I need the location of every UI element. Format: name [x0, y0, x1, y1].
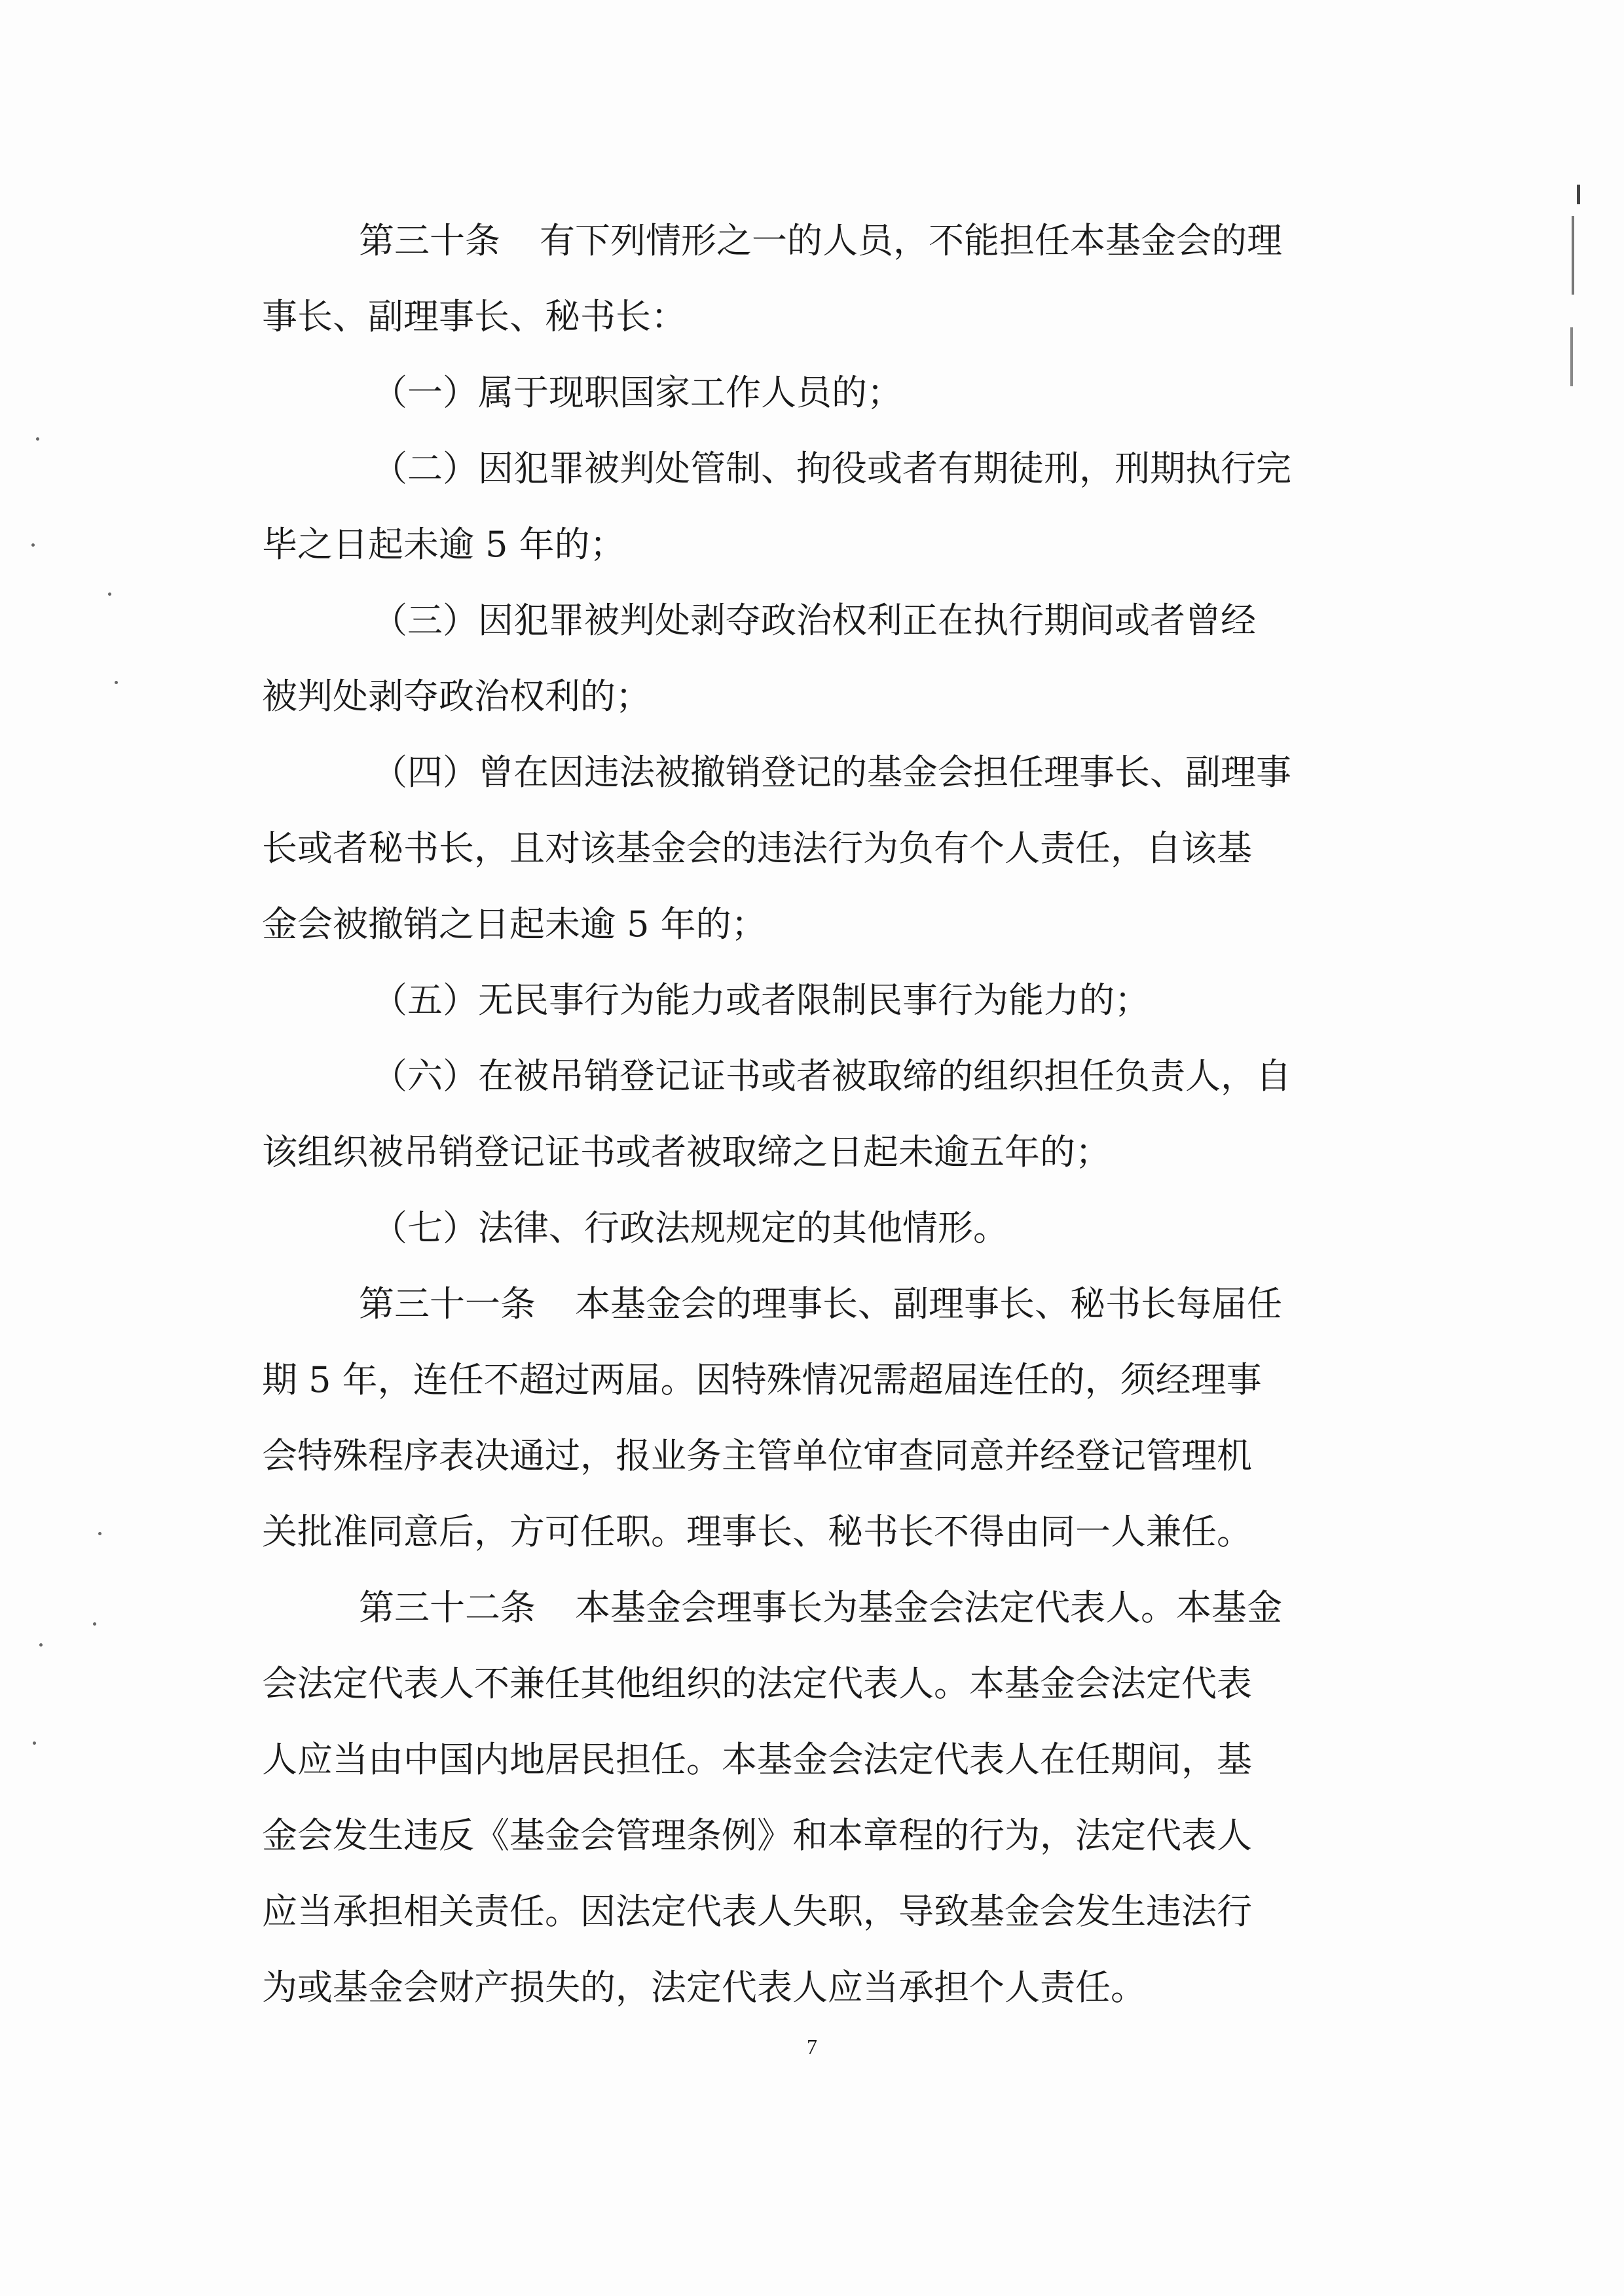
article-30-item-5: （五）无民事行为能力或者限制民事行为能力的； — [372, 979, 1150, 1021]
page-number: 7 — [807, 2035, 817, 2058]
scan-artifact-dot — [115, 681, 118, 684]
scan-artifact-dot — [31, 543, 35, 547]
article-30-item-4-cont: 金会被撤销之日起未逾 5 年的； — [262, 903, 767, 945]
article-30-item-1: （一）属于现职国家工作人员的； — [372, 372, 902, 413]
article-30-item-4: （四）曾在因违法被撤销登记的基金会担任理事长、副理事 — [372, 752, 1291, 793]
article-30-item-6-cont: 该组织被吊销登记证书或者被取缔之日起未逾五年的； — [262, 1131, 1111, 1173]
scan-artifact-dot — [93, 1622, 96, 1626]
article-31-text-line: 会特殊程序表决通过，报业务主管单位审查同意并经登记管理机 — [262, 1435, 1252, 1476]
article-30-heading-line — [262, 203, 1362, 279]
article-30-item-2-cont: 毕之日起未逾 5 年的； — [262, 524, 625, 565]
scan-artifact-dot — [39, 1643, 43, 1647]
scan-artifact-dot — [108, 592, 111, 596]
article-32-text-line: 应当承担相关责任。因法定代表人失职，导致基金会发生违法行 — [262, 1891, 1252, 1932]
article-30-item-6: （六）在被吊销登记证书或者被取缔的组织担任负责人，自 — [372, 1055, 1291, 1097]
article-32-text-line: 金会发生违反《基金会管理条例》和本章程的行为，法定代表人 — [262, 1815, 1252, 1856]
scan-artifact-mark — [1572, 216, 1574, 295]
article-30-item-4-cont: 长或者秘书长，且对该基金会的违法行为负有个人责任，自该基 — [262, 828, 1252, 869]
article-32-text-line: 会法定代表人不兼任其他组织的法定代表人。本基金会法定代表 — [262, 1663, 1252, 1704]
scan-artifact-mark — [1577, 185, 1580, 204]
article-32-lead: 第三十二条 — [359, 1587, 536, 1628]
article-30-item-3: （三）因犯罪被判处剥夺政治权利正在执行期间或者曾经 — [372, 600, 1256, 641]
article-31-heading-line — [262, 1266, 1362, 1342]
article-31-text-line: 关批准同意后，方可任职。理事长、秘书长不得由同一人兼任。 — [262, 1511, 1252, 1552]
scan-artifact-dot — [33, 1741, 36, 1745]
article-30-text: 有下列情形之一的人员，不能担任本基金会的理 — [540, 220, 1282, 261]
article-30-item-2: （二）因犯罪被判处管制、拘役或者有期徒刑，刑期执行完 — [372, 448, 1291, 489]
article-31-text-line: 期 5 年，连任不超过两届。因特殊情况需超届连任的，须经理事 — [262, 1359, 1262, 1400]
article-31-lead: 第三十一条 — [359, 1283, 536, 1324]
article-31-text: 本基金会的理事长、副理事长、秘书长每届任 — [575, 1283, 1282, 1324]
article-32-heading-line — [262, 1570, 1362, 1646]
article-30-lead: 第三十条 — [359, 220, 500, 261]
article-32-text-line: 为或基金会财产损失的，法定代表人应当承担个人责任。 — [262, 1967, 1146, 2008]
scan-artifact-dot — [98, 1532, 101, 1535]
article-30-item-3-cont: 被判处剥夺政治权利的； — [262, 676, 651, 717]
scan-artifact-mark — [1570, 327, 1573, 386]
article-30-text-line: 事长、副理事长、秘书长： — [262, 296, 686, 337]
document-body — [262, 203, 1362, 2026]
article-30-item-7: （七）法律、行政法规规定的其他情形。 — [372, 1207, 1008, 1248]
article-32-text-line: 人应当由中国内地居民担任。本基金会法定代表人在任期间，基 — [262, 1739, 1252, 1780]
scan-artifact-dot — [36, 437, 39, 441]
article-32-text: 本基金会理事长为基金会法定代表人。本基金 — [575, 1587, 1282, 1628]
